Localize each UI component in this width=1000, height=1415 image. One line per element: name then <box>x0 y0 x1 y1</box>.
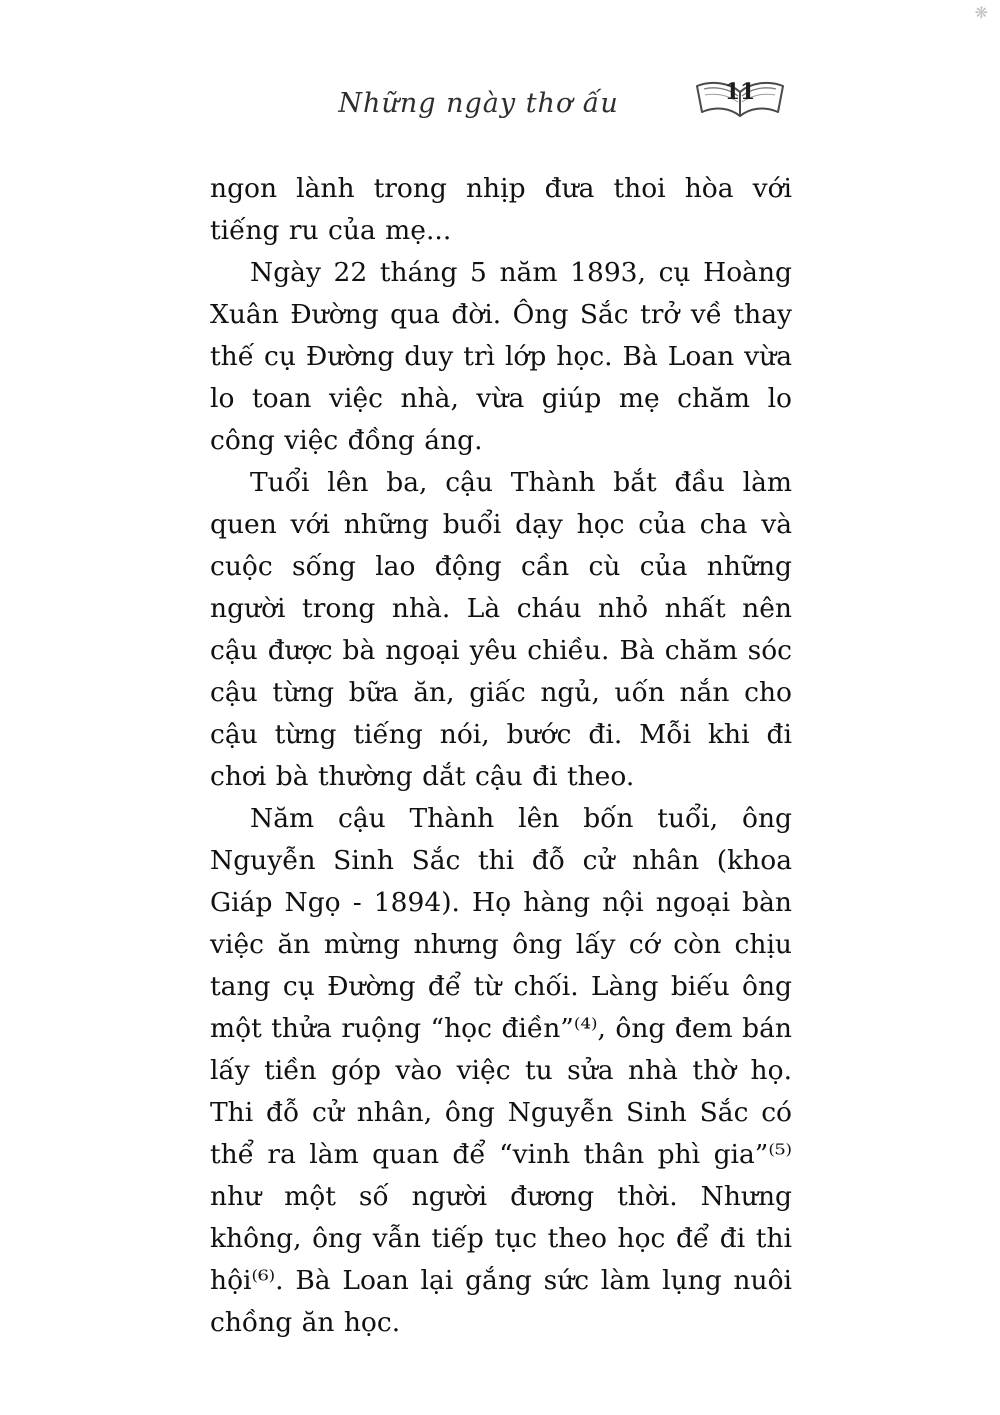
running-title: Những ngày thơ ấu <box>338 88 619 119</box>
paragraph: Năm cậu Thành lên bốn tuổi, ông Nguyễn Sinh Sắc thi đỗ cử nhân (khoa Giáp Ngọ - 1894). Họ hàng nội ngoại bàn việc ăn mừng nhưng ông lấy cớ còn chịu tang cụ Đường để từ chối. Làng biếu ông một thửa ruộng “học điền”⁽⁴⁾, ông đem bán lấy tiền góp vào việc tu sửa nhà thờ họ. Thi đỗ cử nhân, ông Nguyễn Sinh Sắc có thể ra làm quan để “vinh thân phì gia”⁽⁵⁾ như một số người đương thời. Nhưng không, ông vẫn tiếp tục theo học để đi thi hội⁽⁶⁾. Bà Loan lại gắng sức làm lụng nuôi chồng ăn học. <box>210 803 792 1338</box>
sparkle-icon: ❋ <box>974 3 988 22</box>
paragraph: ngon lành trong nhịp đưa thoi hòa với tiếng ru của mẹ... <box>210 173 792 246</box>
body-text <box>210 168 792 1344</box>
page-number: 11 <box>724 79 756 105</box>
paragraph: Ngày 22 tháng 5 năm 1893, cụ Hoàng Xuân Đường qua đời. Ông Sắc trở về thay thế cụ Đường duy trì lớp học. Bà Loan vừa lo toan việc nhà, vừa giúp mẹ chăm lo công việc đồng áng. <box>210 257 792 456</box>
page-header <box>210 78 792 126</box>
page-number-ornament <box>692 76 788 126</box>
paragraph: Tuổi lên ba, cậu Thành bắt đầu làm quen với những buổi dạy học của cha và cuộc sống lao động cần cù của những người trong nhà. Là cháu nhỏ nhất nên cậu được bà ngoại yêu chiều. Bà chăm sóc cậu từng bữa ăn, giấc ngủ, uốn nắn cho cậu từng tiếng nói, bước đi. Mỗi khi đi chơi bà thường dắt cậu đi theo. <box>210 467 792 792</box>
